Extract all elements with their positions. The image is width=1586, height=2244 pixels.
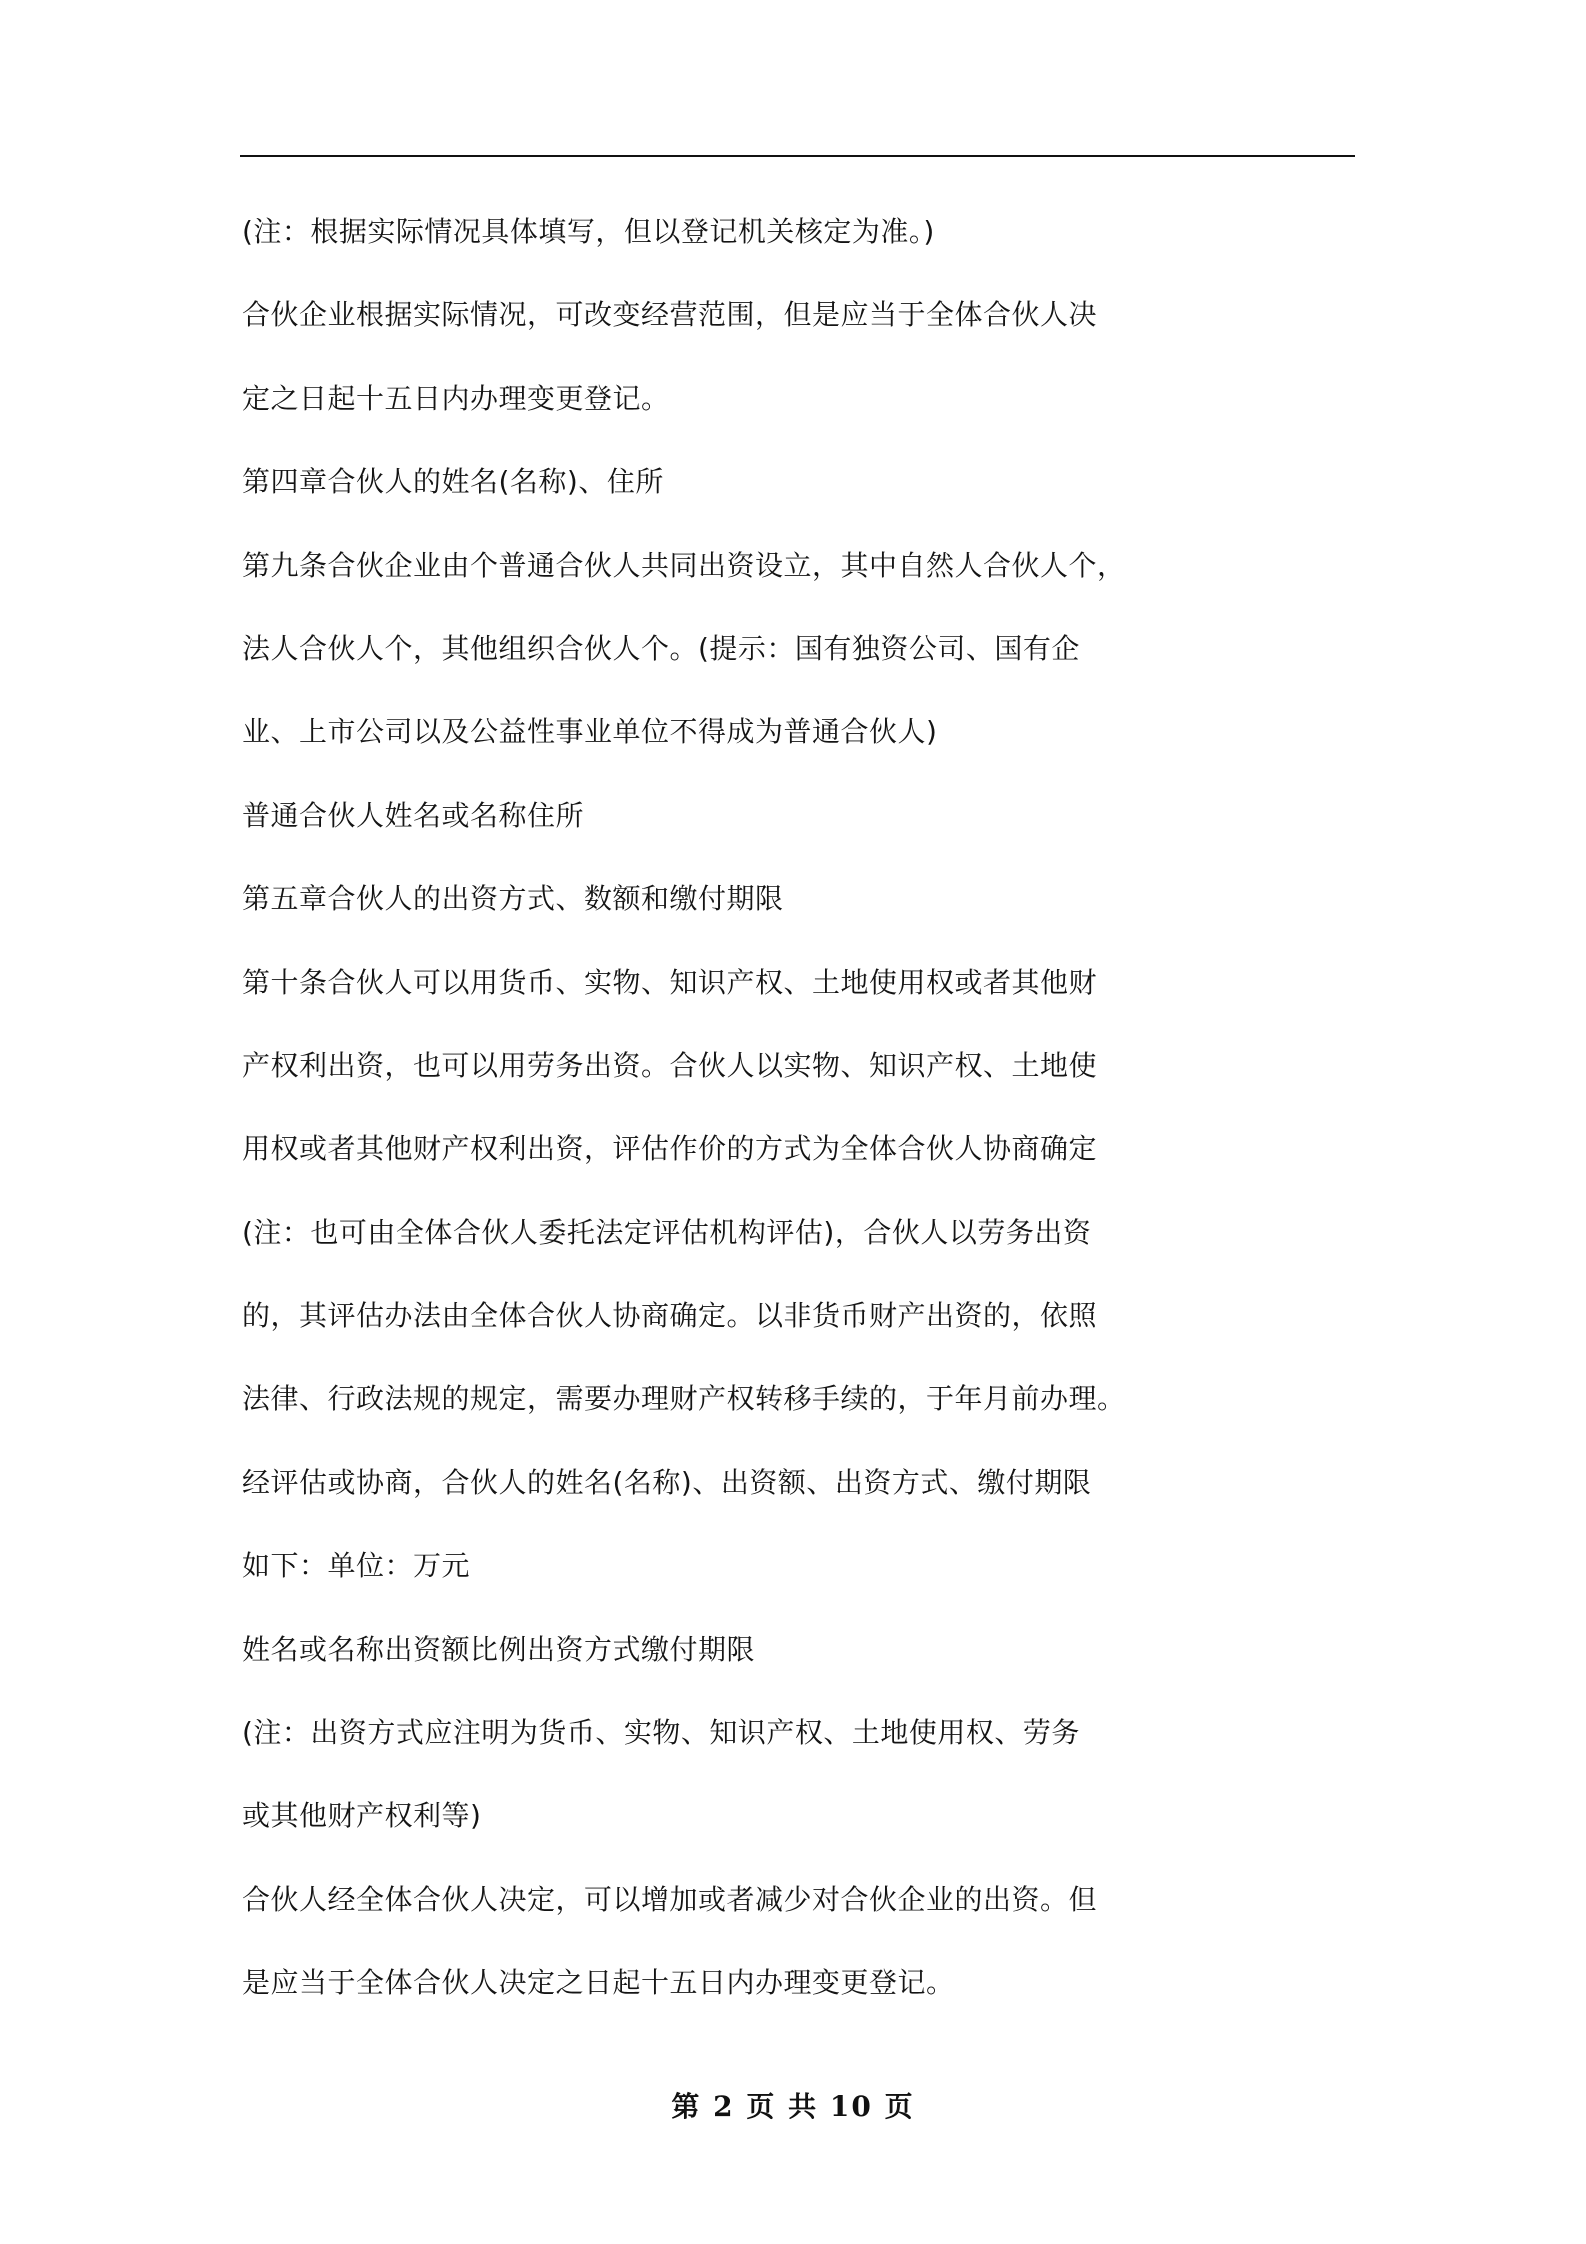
- text-line: 业、上市公司以及公益性事业单位不得成为普通合伙人): [242, 715, 938, 749]
- text-line: 定之日起十五日内办理变更登记。: [242, 381, 670, 415]
- text-line: 如下：单位：万元: [242, 1549, 471, 1583]
- table-header-line: 普通合伙人姓名或名称住所: [242, 798, 585, 832]
- table-header-line: 姓名或名称出资额比例出资方式缴付期限: [242, 1632, 756, 1666]
- page-number: 第 2 页 共 10 页: [671, 2090, 915, 2123]
- text-line: 法律、行政法规的规定，需要办理财产权转移手续的，于年月前办理。: [242, 1382, 1126, 1416]
- text-line: 用权或者其他财产权利出资，评估作价的方式为全体合伙人协商确定: [242, 1132, 1098, 1166]
- text-line: (注：也可由全体合伙人委托法定评估机构评估)，合伙人以劳务出资: [242, 1215, 1092, 1249]
- text-line: 产权利出资，也可以用劳务出资。合伙人以实物、知识产权、土地使: [242, 1048, 1098, 1082]
- document-body: [242, 190, 1372, 2025]
- text-line: (注：根据实际情况具体填写，但以登记机关核定为准。): [242, 215, 935, 248]
- chapter-heading: 第四章合伙人的姓名(名称)、住所: [242, 465, 664, 499]
- header-divider: [240, 155, 1355, 157]
- text-line: 合伙人经全体合伙人决定，可以增加或者减少对合伙企业的出资。但: [242, 1882, 1098, 1916]
- page-footer: [0, 2085, 1586, 2125]
- text-line: 或其他财产权利等): [242, 1799, 482, 1833]
- chapter-heading: 第五章合伙人的出资方式、数额和缴付期限: [242, 882, 784, 916]
- text-line: 第九条合伙企业由个普通合伙人共同出资设立，其中自然人合伙人个，: [242, 548, 1126, 582]
- text-line: 是应当于全体合伙人决定之日起十五日内办理变更登记。: [242, 1966, 955, 2000]
- text-line: 第十条合伙人可以用货币、实物、知识产权、土地使用权或者其他财: [242, 965, 1098, 999]
- text-line: 的，其评估办法由全体合伙人协商确定。以非货币财产出资的，依照: [242, 1299, 1098, 1333]
- text-line: 法人合伙人个，其他组织合伙人个。(提示：国有独资公司、国有企: [242, 631, 1080, 665]
- text-line: 经评估或协商，合伙人的姓名(名称)、出资额、出资方式、缴付期限: [242, 1465, 1092, 1499]
- text-line: (注：出资方式应注明为货币、实物、知识产权、土地使用权、劳务: [242, 1716, 1080, 1750]
- text-line: 合伙企业根据实际情况，可改变经营范围，但是应当于全体合伙人决: [242, 298, 1098, 332]
